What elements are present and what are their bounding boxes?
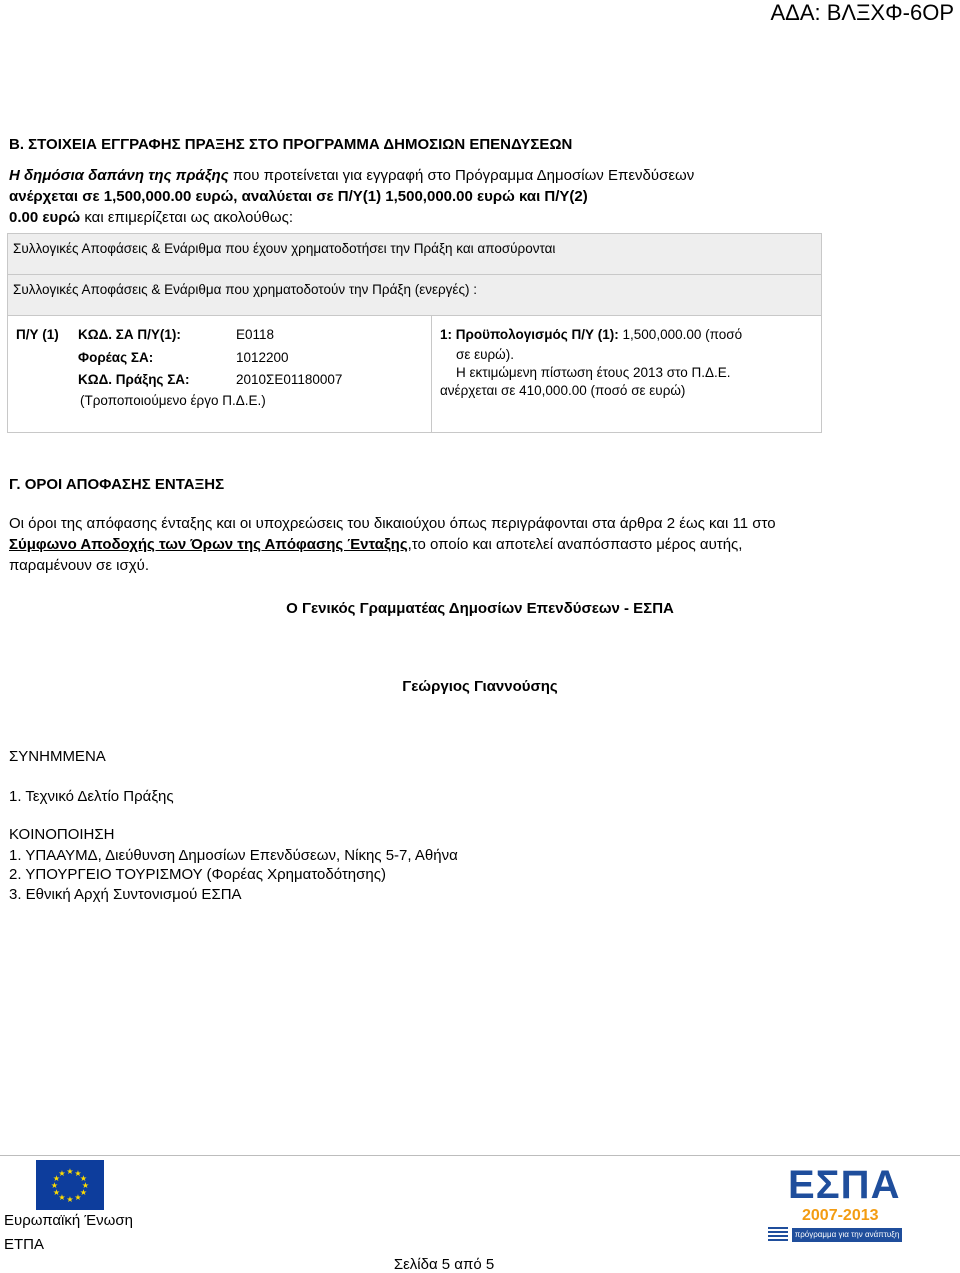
notification-item: 3. Εθνική Αρχή Συντονισμού ΕΣΠΑ — [9, 886, 242, 903]
py2-amount: 0.00 ευρώ — [9, 209, 81, 226]
attachment-item: 1. Τεχνικό Δελτίο Πράξης — [9, 788, 174, 805]
estimate-line-1: Η εκτιμώμενη πίστωση έτους 2013 στο Π.Δ.Ε. — [456, 365, 731, 380]
withdrawn-decisions-label: Συλλογικές Αποφάσεις & Ενάριθμα που έχουν χρηματοδοτήσει την Πράξη και αποσύρονται — [13, 241, 556, 256]
intro-line-3-rest: και επιμερίζεται ως ακολούθως: — [80, 209, 293, 226]
section-b-title: Β. ΣΤΟΙΧΕΙΑ ΕΓΓΡΑΦΗΣ ΠΡΑΞΗΣ ΣΤΟ ΠΡΟΓΡΑΜΜΑ ΔΗΜΟΣΙΩΝ ΕΠΕΝΔΥΣΕΩΝ — [9, 136, 573, 153]
espa-logo-text: ΕΣΠΑ — [788, 1163, 901, 1207]
footer-divider — [0, 1155, 960, 1156]
terms-line-3: παραμένουν σε ισχύ. — [9, 557, 150, 574]
attachments-title: ΣΥΝΗΜΜΕΝΑ — [9, 748, 106, 765]
active-decisions-label: Συλλογικές Αποφάσεις & Ενάριθμα που χρηματοδοτούν την Πράξη (ενεργές) : — [13, 282, 477, 297]
budget-value: 1,500,000.00 (ποσό — [618, 327, 743, 342]
budget-line — [440, 327, 742, 342]
svg-text:★: ★ — [58, 1169, 66, 1178]
erdf-label: ΕΤΠΑ — [4, 1236, 45, 1253]
svg-text:★: ★ — [52, 1174, 61, 1183]
notification-item: 2. ΥΠΟΥΡΓΕΙΟ ΤΟΥΡΙΣΜΟΥ (Φορέας Χρηματοδότησης) — [9, 866, 386, 883]
intro-line-1 — [9, 167, 694, 184]
svg-text:★: ★ — [58, 1193, 66, 1202]
terms-line-1: Οι όροι της απόφασης ένταξης και οι υποχρεώσεις του δικαιούχου όπως περιγράφονται στα άρθρα 2 έως και 11 στο — [9, 515, 776, 532]
terms-line-2-rest: ,το οποίο και αποτελεί αναπόσπαστο μέρος αυτής, — [407, 536, 743, 553]
signatory-name: Γεώργιος Γιαννούσης — [402, 678, 558, 695]
active-decisions-row — [7, 274, 822, 316]
espa-logo-tagline: πρόγραμμα για την ανάπτυξη — [792, 1228, 902, 1242]
notification-item: 1. ΥΠΑΑΥΜΔ, Διεύθυνση Δημοσίων Επενδύσεων, Νίκης 5-7, Αθήνα — [9, 847, 458, 864]
svg-text:★: ★ — [81, 1181, 90, 1190]
ada-code: ΑΔΑ: ΒΛΞΧΦ-6ΟΡ — [770, 0, 954, 25]
svg-text:★: ★ — [52, 1188, 61, 1197]
public-expense-label: Η δημόσια δαπάνη της πράξης — [9, 167, 229, 184]
budget-unit: σε ευρώ). — [456, 347, 514, 362]
acceptance-agreement-title: Σύμφωνο Αποδοχής των Όρων της Απόφασης Ένταξης — [9, 536, 408, 553]
intro-line-2: ανέρχεται σε 1,500,000.00 ευρώ, αναλύεται σε Π/Υ(1) 1,500,000.00 ευρώ και Π/Υ(2) — [9, 188, 588, 205]
intro-line-3 — [9, 209, 293, 226]
eu-flag-icon — [36, 1160, 104, 1210]
intro-line-1-rest: που προτείνεται για εγγραφή στο Πρόγραμμα Δημοσίων Επενδύσεων — [228, 167, 695, 184]
foreas-label: Φορέας ΣΑ: — [78, 350, 154, 365]
modified-project-note: (Τροποποιούμενο έργο Π.Δ.Ε.) — [80, 393, 266, 408]
eu-label: Ευρωπαϊκή Ένωση — [4, 1212, 133, 1229]
section-c-title: Γ. ΟΡΟΙ ΑΠΟΦΑΣΗΣ ΕΝΤΑΞΗΣ — [9, 476, 225, 493]
svg-text:★: ★ — [66, 1167, 74, 1176]
kod-sa-value: Ε0118 — [236, 327, 275, 342]
espa-logo — [766, 1163, 906, 1245]
budget-label: 1: Προϋπολογισμός Π/Υ (1): — [440, 327, 619, 342]
kod-praxis-value: 2010ΣΕ01180007 — [236, 372, 343, 387]
espa-logo-years: 2007-2013 — [802, 1207, 879, 1224]
estimate-line-2: ανέρχεται σε 410,000.00 (ποσό σε ευρώ) — [440, 383, 686, 398]
terms-line-2 — [9, 536, 742, 553]
withdrawn-decisions-row — [7, 233, 822, 275]
notification-title: ΚΟΙΝΟΠΟΙΗΣΗ — [9, 826, 115, 843]
greek-flag-icon — [768, 1227, 788, 1241]
foreas-value: 1012200 — [236, 350, 289, 365]
signatory-role: Ο Γενικός Γραμματέας Δημοσίων Επενδύσεων - ΕΣΠΑ — [286, 600, 674, 617]
svg-text:★: ★ — [50, 1181, 59, 1190]
svg-text:★: ★ — [74, 1193, 82, 1202]
budget-table — [7, 315, 822, 433]
svg-text:★: ★ — [74, 1169, 82, 1178]
table-divider — [431, 316, 432, 432]
svg-text:★: ★ — [79, 1174, 88, 1183]
svg-text:★: ★ — [79, 1188, 88, 1197]
py-label: Π/Υ (1) — [16, 327, 59, 342]
kod-sa-label: ΚΩΔ. ΣΑ Π/Υ(1): — [78, 327, 181, 342]
page-number: Σελίδα 5 από 5 — [393, 1256, 495, 1273]
svg-text:★: ★ — [66, 1195, 74, 1204]
kod-praxis-label: ΚΩΔ. Πράξης ΣΑ: — [78, 372, 190, 387]
